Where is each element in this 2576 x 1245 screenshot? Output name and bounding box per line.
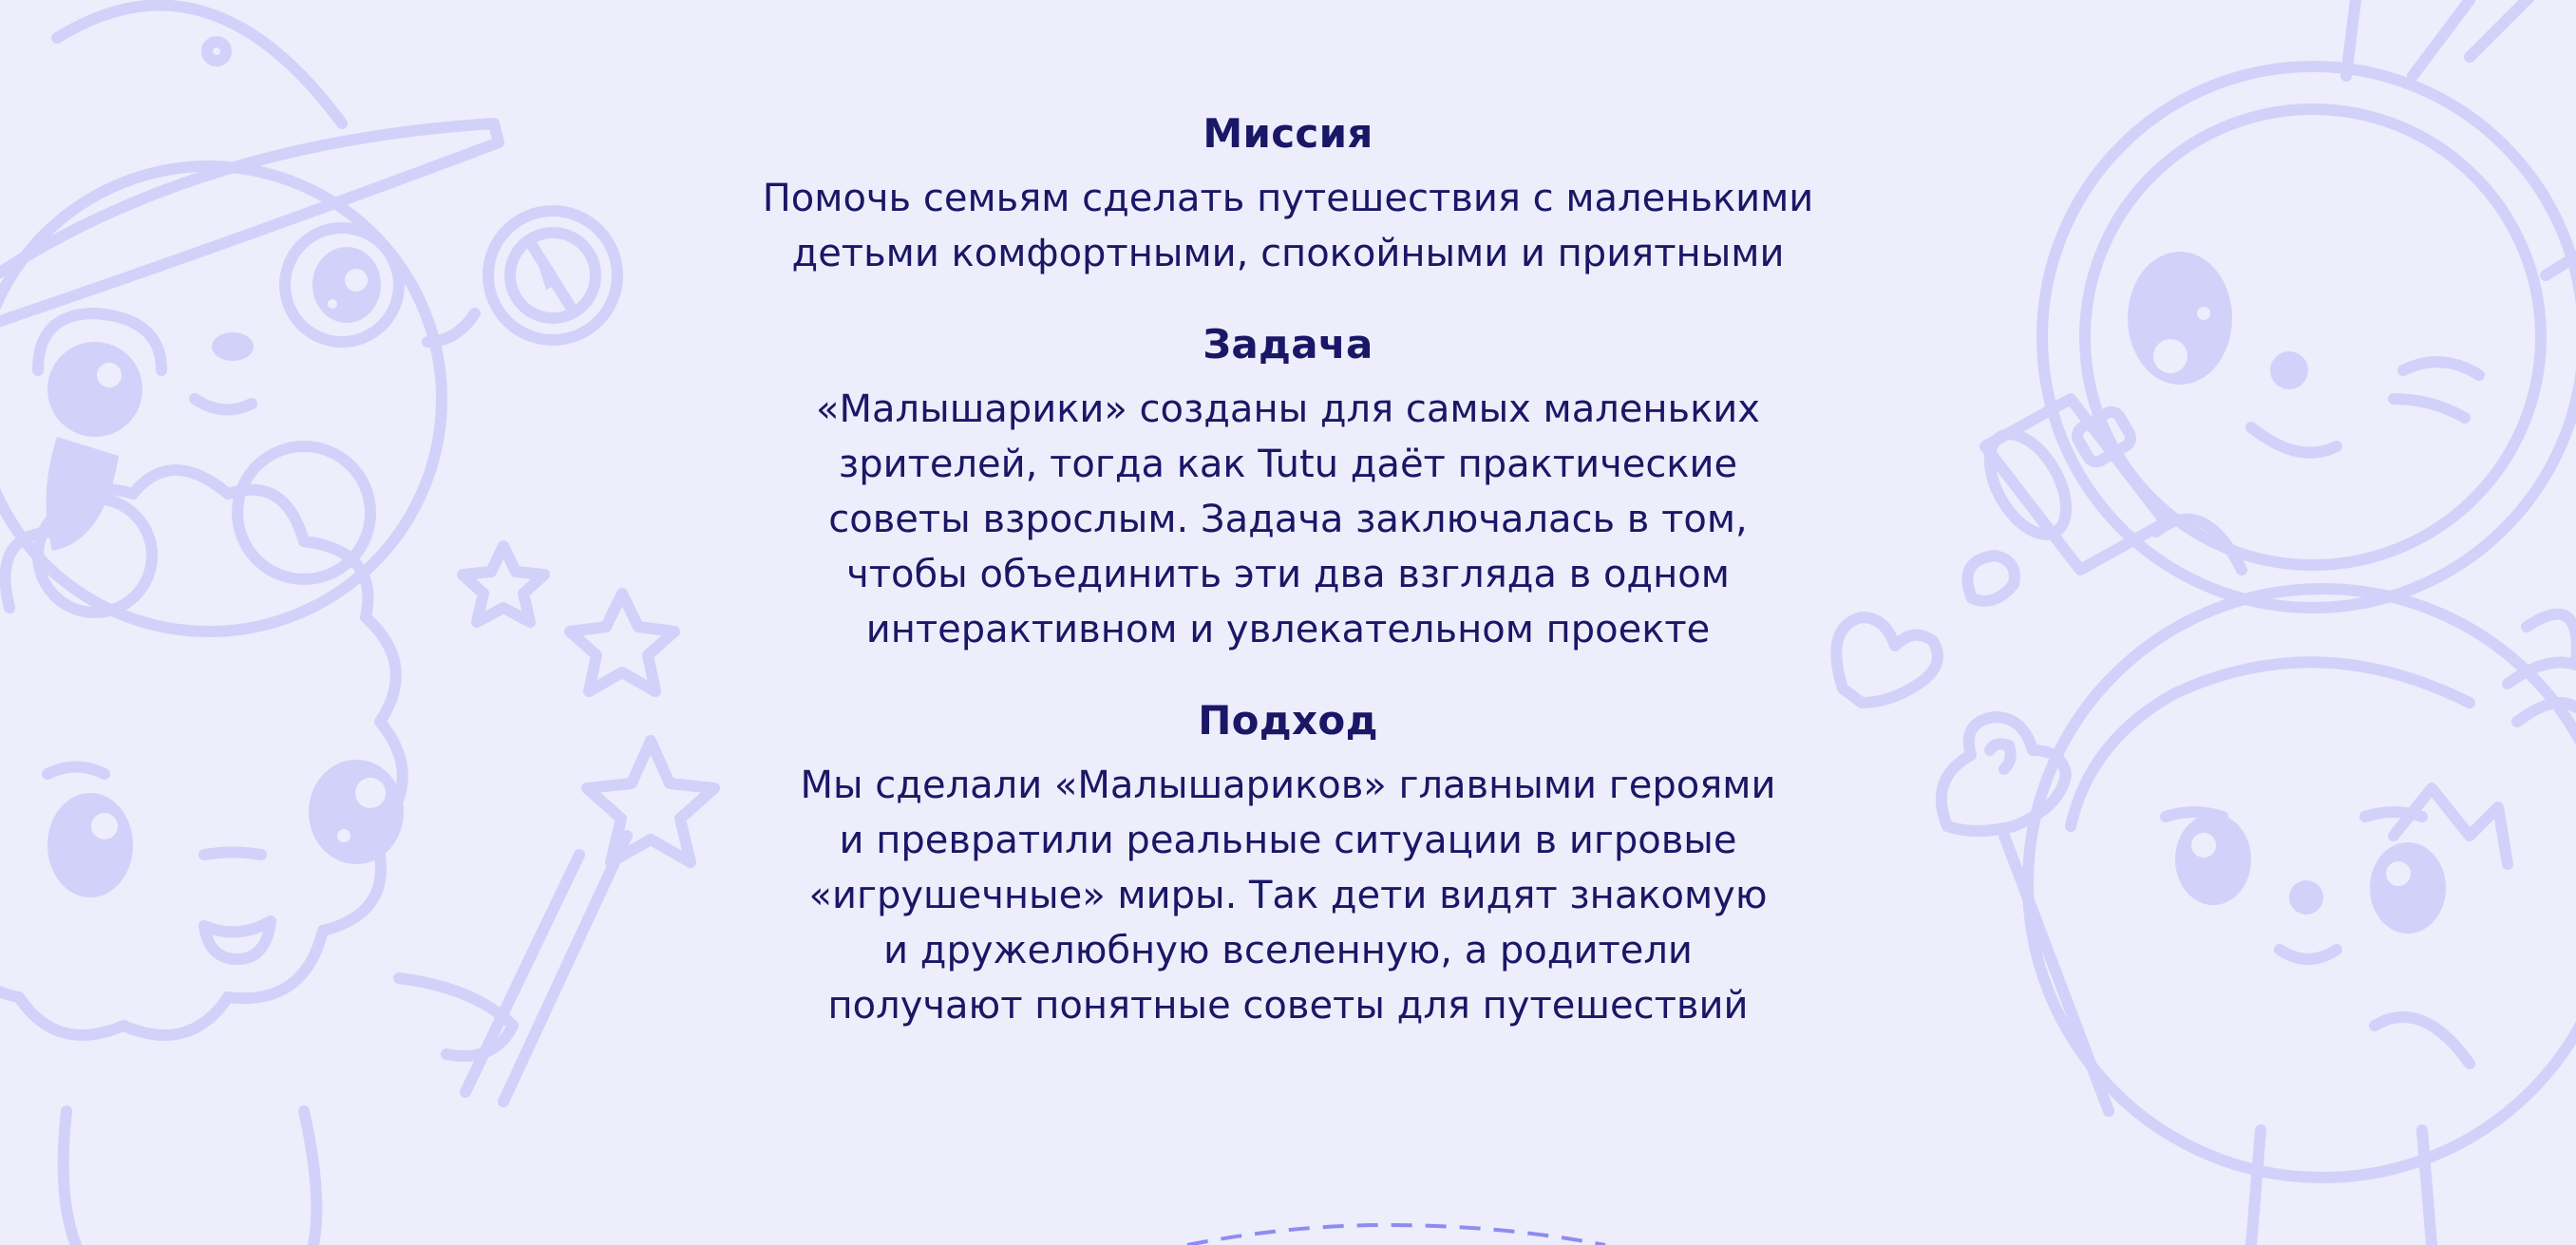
- text-line: советы взрослым. Задача заключалась в том,: [828, 498, 1748, 541]
- task-text: [718, 382, 1858, 657]
- text-line: зрителей, тогда как Tutu даёт практические: [838, 443, 1738, 486]
- text-line: «Малышарики» созданы для самых маленьких: [816, 387, 1760, 431]
- task-section: [718, 317, 1858, 657]
- mission-text: [718, 171, 1858, 281]
- text-line: Помочь семьям сделать путешествия с маленькими: [762, 177, 1814, 220]
- heart-icon: [1836, 556, 2014, 703]
- task-title: Задача: [1203, 321, 1373, 368]
- bottom-dashed-divider: [1187, 1225, 1605, 1245]
- star-icon: [463, 546, 674, 691]
- princess-character-illustration: [2028, 589, 2576, 1245]
- mission-section: [718, 106, 1858, 281]
- content-column: [718, 106, 1858, 1033]
- text-line: и дружелюбную вселенную, а родители: [883, 929, 1693, 972]
- explorer-character-illustration: [0, 6, 499, 632]
- sheep-character-illustration: [0, 446, 513, 1245]
- text-line: Мы сделали «Малышариков» главными героями: [800, 764, 1776, 807]
- mission-title: Миссия: [1203, 110, 1373, 157]
- text-line: «игрушечные» миры. Так дети видят знакомую: [808, 874, 1768, 917]
- text-line: чтобы объединить эти два взгляда в одном: [846, 553, 1730, 596]
- compass-icon: [427, 211, 617, 342]
- text-line: интерактивном и увлекательном проекте: [865, 608, 1711, 651]
- text-line: и превратили реальные ситуации в игровые: [839, 819, 1737, 862]
- text-line: получают понятные советы для путешествий: [827, 984, 1749, 1028]
- approach-title: Подход: [1198, 697, 1378, 744]
- approach-text: [718, 758, 1858, 1033]
- approach-section: [718, 693, 1858, 1033]
- text-line: детьми комфортными, спокойными и приятными: [791, 232, 1785, 275]
- bunny-character-illustration: [2042, 0, 2576, 665]
